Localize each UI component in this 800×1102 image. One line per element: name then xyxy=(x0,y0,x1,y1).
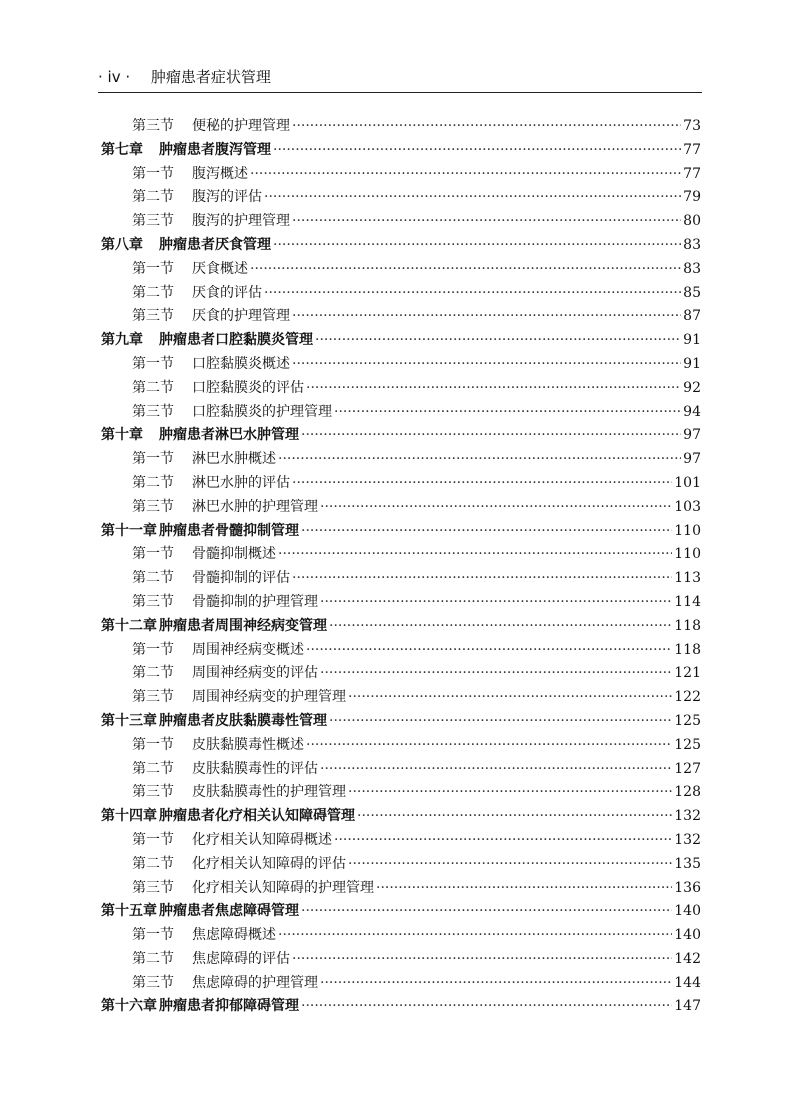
entry-number: 第二节 xyxy=(132,189,174,206)
toc-section-entry xyxy=(0,781,800,805)
entry-title: 皮肤黏膜毒性的评估 xyxy=(192,760,318,777)
toc-chapter-entry xyxy=(0,805,800,829)
toc-section-entry xyxy=(0,591,800,615)
entry-number: 第十三章 xyxy=(101,712,157,729)
entry-page-number: 147 xyxy=(674,998,701,1015)
entry-number: 第二节 xyxy=(132,855,174,872)
dot-leader xyxy=(292,210,681,234)
dot-leader xyxy=(320,662,672,686)
dot-leader xyxy=(329,710,672,734)
entry-title: 化疗相关认知障碍概述 xyxy=(192,831,332,848)
entry-page-number: 101 xyxy=(674,474,701,491)
running-header xyxy=(98,66,702,93)
entry-number: 第三节 xyxy=(132,689,174,706)
dot-leader xyxy=(320,496,672,520)
entry-number: 第十五章 xyxy=(101,903,157,920)
toc-section-entry xyxy=(0,353,800,377)
entry-page-number: 80 xyxy=(683,213,701,230)
entry-number: 第三节 xyxy=(132,879,174,896)
toc-chapter-entry xyxy=(0,329,800,353)
dot-leader xyxy=(278,924,672,948)
entry-title: 骨髓抑制概述 xyxy=(192,546,276,563)
dot-leader xyxy=(320,591,672,615)
entry-title: 肿瘤患者化疗相关认知障碍管理 xyxy=(159,808,355,825)
dot-leader xyxy=(376,877,672,901)
entry-page-number: 113 xyxy=(674,570,701,587)
entry-title: 肿瘤患者口腔黏膜炎管理 xyxy=(159,332,313,349)
entry-title: 焦虑障碍的评估 xyxy=(192,950,290,967)
entry-number: 第十一章 xyxy=(101,522,157,539)
entry-page-number: 110 xyxy=(674,546,701,563)
toc-chapter-entry xyxy=(0,139,800,163)
toc-section-entry xyxy=(0,924,800,948)
entry-page-number: 125 xyxy=(674,712,701,729)
entry-number: 第九章 xyxy=(101,332,143,349)
entry-number: 第三节 xyxy=(132,403,174,420)
entry-title: 厌食的护理管理 xyxy=(192,308,290,325)
entry-page-number: 114 xyxy=(674,593,701,610)
entry-number: 第十二章 xyxy=(101,617,157,634)
dot-leader xyxy=(250,258,681,282)
dot-leader xyxy=(334,829,672,853)
toc-section-entry xyxy=(0,758,800,782)
entry-title: 肿瘤患者骨髓抑制管理 xyxy=(159,522,299,539)
toc-chapter-entry xyxy=(0,424,800,448)
dot-leader xyxy=(264,186,681,210)
running-title: 肿瘤患者症状管理 xyxy=(150,68,271,86)
entry-title: 淋巴水肿概述 xyxy=(192,451,276,468)
table-of-contents xyxy=(0,115,800,1019)
dot-leader xyxy=(306,377,681,401)
entry-number: 第三节 xyxy=(132,213,174,230)
dot-leader xyxy=(348,686,672,710)
entry-number: 第三节 xyxy=(132,974,174,991)
entry-title: 肿瘤患者周围神经病变管理 xyxy=(159,617,327,634)
entry-title: 肿瘤患者腹泻管理 xyxy=(159,141,271,158)
entry-title: 焦虑障碍的护理管理 xyxy=(192,974,318,991)
dot-leader xyxy=(334,401,681,425)
toc-section-entry xyxy=(0,186,800,210)
entry-title: 肿瘤患者抑郁障碍管理 xyxy=(159,998,299,1015)
entry-number: 第三节 xyxy=(132,308,174,325)
dot-leader xyxy=(292,567,672,591)
entry-page-number: 91 xyxy=(683,332,701,349)
entry-title: 淋巴水肿的评估 xyxy=(192,474,290,491)
dot-leader xyxy=(306,639,672,663)
dot-leader xyxy=(320,972,672,996)
entry-title: 肿瘤患者皮肤黏膜毒性管理 xyxy=(159,712,327,729)
entry-title: 厌食的评估 xyxy=(192,284,262,301)
entry-number: 第七章 xyxy=(101,141,143,158)
toc-section-entry xyxy=(0,686,800,710)
entry-number: 第一节 xyxy=(132,260,174,277)
toc-chapter-entry xyxy=(0,710,800,734)
entry-number: 第一节 xyxy=(132,546,174,563)
entry-number: 第一节 xyxy=(132,831,174,848)
entry-page-number: 140 xyxy=(674,927,701,944)
entry-title: 腹泻的评估 xyxy=(192,189,262,206)
entry-page-number: 142 xyxy=(674,950,701,967)
toc-section-entry xyxy=(0,472,800,496)
entry-title: 便秘的护理管理 xyxy=(192,118,290,134)
entry-title: 口腔黏膜炎的评估 xyxy=(192,379,304,396)
toc-section-entry xyxy=(0,972,800,996)
entry-page-number: 83 xyxy=(683,260,701,277)
entry-title: 肿瘤患者焦虑障碍管理 xyxy=(159,903,299,920)
dot-leader xyxy=(329,615,672,639)
entry-title: 口腔黏膜炎概述 xyxy=(192,355,290,372)
entry-title: 腹泻概述 xyxy=(192,165,248,182)
entry-title: 周围神经病变的护理管理 xyxy=(192,689,346,706)
entry-page-number: 83 xyxy=(683,236,701,253)
entry-title: 淋巴水肿的护理管理 xyxy=(192,498,318,515)
entry-number: 第一节 xyxy=(132,641,174,658)
entry-number: 第一节 xyxy=(132,736,174,753)
entry-page-number: 97 xyxy=(683,451,701,468)
toc-section-entry xyxy=(0,377,800,401)
entry-number: 第一节 xyxy=(132,355,174,372)
dot-leader xyxy=(292,472,672,496)
entry-page-number: 91 xyxy=(683,355,701,372)
entry-number: 第二节 xyxy=(132,760,174,777)
dot-leader xyxy=(315,329,681,353)
toc-section-entry xyxy=(0,496,800,520)
entry-number: 第一节 xyxy=(132,165,174,182)
entry-title: 腹泻的护理管理 xyxy=(192,213,290,230)
entry-page-number: 121 xyxy=(674,665,701,682)
dot-leader xyxy=(306,734,672,758)
dot-leader xyxy=(278,543,672,567)
entry-page-number: 118 xyxy=(674,641,701,658)
dot-leader xyxy=(301,520,672,544)
toc-section-entry xyxy=(0,282,800,306)
entry-number: 第十四章 xyxy=(101,808,157,825)
toc-section-entry xyxy=(0,305,800,329)
entry-page-number: 136 xyxy=(674,879,701,896)
toc-chapter-entry xyxy=(0,234,800,258)
toc-section-entry xyxy=(0,662,800,686)
entry-title: 骨髓抑制的护理管理 xyxy=(192,593,318,610)
dot-leader xyxy=(292,305,681,329)
toc-chapter-entry xyxy=(0,615,800,639)
toc-section-entry xyxy=(0,567,800,591)
entry-number: 第十章 xyxy=(101,427,143,444)
toc-section-entry xyxy=(0,115,800,139)
entry-number: 第二节 xyxy=(132,474,174,491)
entry-page-number: 132 xyxy=(674,831,701,848)
entry-number: 第二节 xyxy=(132,665,174,682)
entry-page-number: 118 xyxy=(674,617,701,634)
toc-section-entry xyxy=(0,210,800,234)
entry-number: 第三节 xyxy=(132,593,174,610)
dot-leader xyxy=(348,853,672,877)
entry-page-number: 87 xyxy=(683,308,701,325)
entry-number: 第八章 xyxy=(101,236,143,253)
entry-title: 肿瘤患者淋巴水肿管理 xyxy=(159,427,299,444)
entry-title: 周围神经病变概述 xyxy=(192,641,304,658)
entry-title: 口腔黏膜炎的护理管理 xyxy=(192,403,332,420)
entry-page-number: 92 xyxy=(683,379,701,396)
toc-section-entry xyxy=(0,258,800,282)
toc-section-entry xyxy=(0,877,800,901)
entry-title: 周围神经病变的评估 xyxy=(192,665,318,682)
toc-section-entry xyxy=(0,829,800,853)
toc-section-entry xyxy=(0,163,800,187)
entry-page-number: 127 xyxy=(674,760,701,777)
entry-page-number: 140 xyxy=(674,903,701,920)
entry-page-number: 103 xyxy=(674,498,701,515)
toc-section-entry xyxy=(0,948,800,972)
entry-page-number: 97 xyxy=(683,427,701,444)
entry-number: 第三节 xyxy=(132,784,174,801)
dot-leader xyxy=(264,282,681,306)
entry-number: 第二节 xyxy=(132,570,174,587)
entry-page-number: 135 xyxy=(674,855,701,872)
dot-leader xyxy=(292,353,681,377)
dot-leader xyxy=(278,448,681,472)
entry-page-number: 77 xyxy=(683,165,701,182)
entry-page-number: 110 xyxy=(674,522,701,539)
entry-page-number: 79 xyxy=(683,189,701,206)
toc-section-entry xyxy=(0,543,800,567)
dot-leader xyxy=(301,995,672,1019)
toc-chapter-entry xyxy=(0,900,800,924)
dot-leader xyxy=(320,758,672,782)
toc-chapter-entry xyxy=(0,520,800,544)
entry-number: 第二节 xyxy=(132,284,174,301)
page-number-marker: · iv · xyxy=(98,68,131,86)
dot-leader xyxy=(273,234,681,258)
entry-title: 焦虑障碍概述 xyxy=(192,927,276,944)
entry-number: 第二节 xyxy=(132,379,174,396)
entry-page-number: 132 xyxy=(674,808,701,825)
entry-page-number: 85 xyxy=(683,284,701,301)
entry-page-number: 77 xyxy=(683,141,701,158)
entry-page-number: 128 xyxy=(674,784,701,801)
toc-section-entry xyxy=(0,448,800,472)
entry-number: 第二节 xyxy=(132,950,174,967)
entry-title: 肿瘤患者厌食管理 xyxy=(159,236,271,253)
entry-page-number: 73 xyxy=(683,118,701,134)
entry-number: 第十六章 xyxy=(101,998,157,1015)
entry-title: 皮肤黏膜毒性概述 xyxy=(192,736,304,753)
dot-leader xyxy=(250,163,681,187)
toc-chapter-entry xyxy=(0,995,800,1019)
toc-section-entry xyxy=(0,639,800,663)
entry-number: 第一节 xyxy=(132,927,174,944)
entry-page-number: 144 xyxy=(674,974,701,991)
entry-title: 皮肤黏膜毒性的护理管理 xyxy=(192,784,346,801)
entry-number: 第三节 xyxy=(132,118,174,134)
toc-section-entry xyxy=(0,401,800,425)
entry-title: 厌食概述 xyxy=(192,260,248,277)
dot-leader xyxy=(348,781,672,805)
entry-page-number: 94 xyxy=(683,403,701,420)
entry-title: 化疗相关认知障碍的评估 xyxy=(192,855,346,872)
entry-title: 化疗相关认知障碍的护理管理 xyxy=(192,879,374,896)
dot-leader xyxy=(273,139,681,163)
dot-leader xyxy=(292,115,681,139)
entry-page-number: 122 xyxy=(674,689,701,706)
dot-leader xyxy=(292,948,672,972)
dot-leader xyxy=(357,805,672,829)
dot-leader xyxy=(301,424,681,448)
toc-section-entry xyxy=(0,734,800,758)
dot-leader xyxy=(301,900,672,924)
entry-number: 第三节 xyxy=(132,498,174,515)
entry-title: 骨髓抑制的评估 xyxy=(192,570,290,587)
toc-section-entry xyxy=(0,853,800,877)
entry-number: 第一节 xyxy=(132,451,174,468)
entry-page-number: 125 xyxy=(674,736,701,753)
